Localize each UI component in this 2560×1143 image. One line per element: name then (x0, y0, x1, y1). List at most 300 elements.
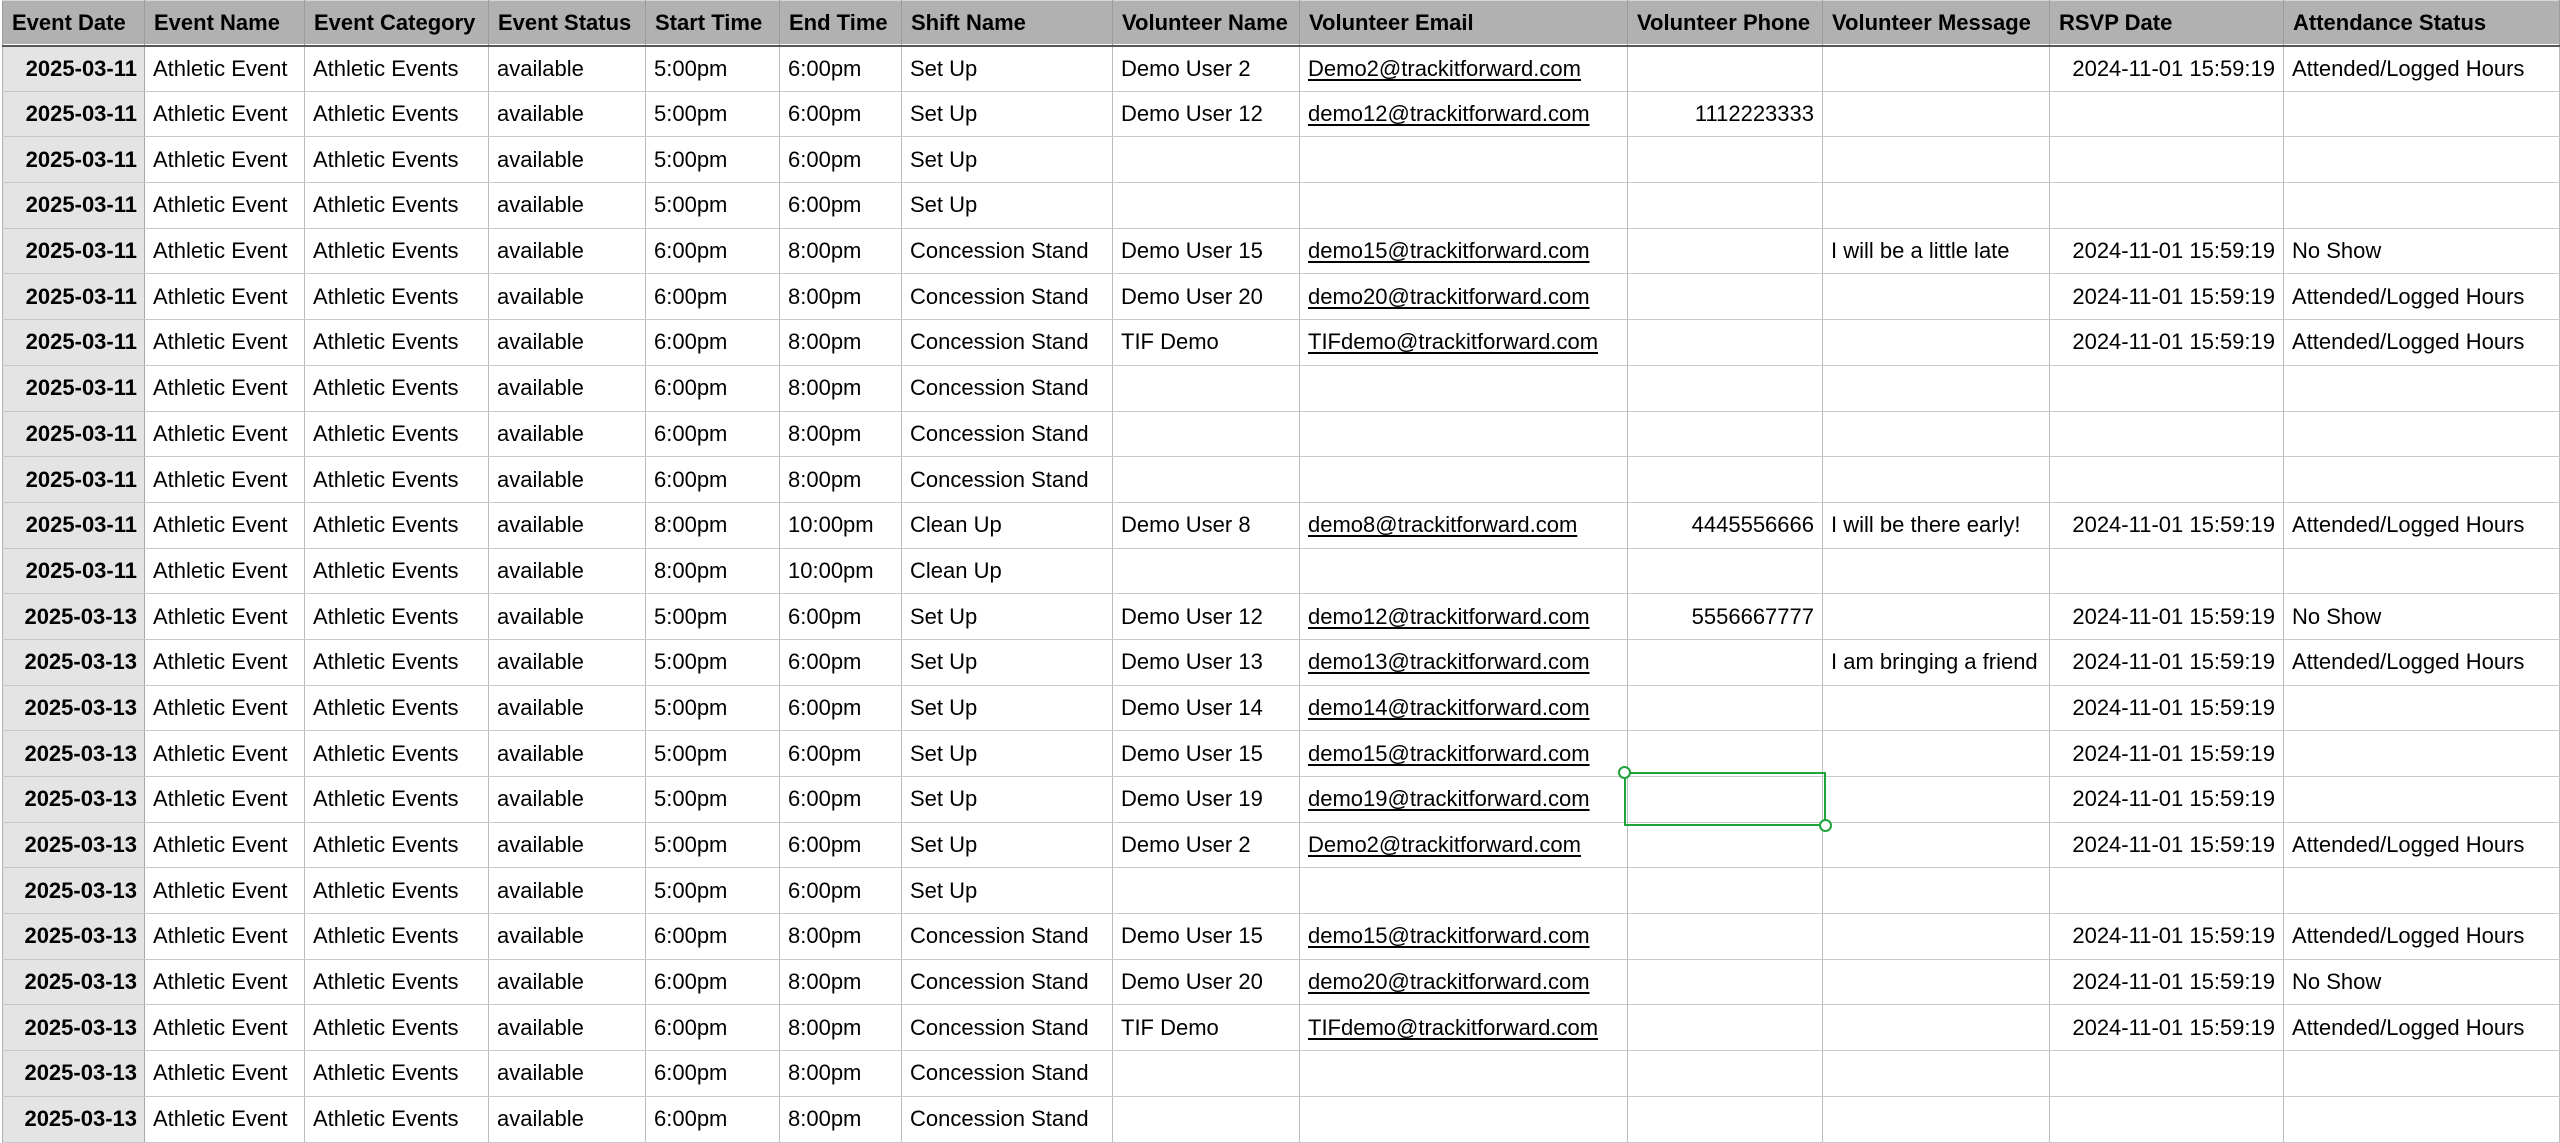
category-cell[interactable]: Athletic Events (305, 183, 489, 229)
vname-cell[interactable]: Demo User 2 (1113, 822, 1300, 868)
status-cell[interactable]: available (489, 822, 646, 868)
shift-cell[interactable]: Set Up (902, 822, 1113, 868)
name-cell[interactable]: Athletic Event (145, 1051, 305, 1097)
start-cell[interactable]: 5:00pm (646, 868, 780, 914)
vmsg-cell[interactable]: I am bringing a friend (1823, 639, 2050, 685)
start-cell[interactable]: 6:00pm (646, 411, 780, 457)
start-cell[interactable]: 5:00pm (646, 777, 780, 823)
rsvp-cell[interactable] (2050, 1051, 2284, 1097)
rsvp-cell[interactable] (2050, 91, 2284, 137)
name-cell[interactable]: Athletic Event (145, 46, 305, 92)
vname-cell[interactable] (1113, 1051, 1300, 1097)
end-cell[interactable]: 8:00pm (780, 1051, 902, 1097)
end-cell[interactable]: 8:00pm (780, 1096, 902, 1142)
shift-cell[interactable]: Concession Stand (902, 457, 1113, 503)
attendance-cell[interactable] (2284, 183, 2560, 229)
vname-cell[interactable]: TIF Demo (1113, 1005, 1300, 1051)
vname-cell[interactable]: Demo User 14 (1113, 685, 1300, 731)
start-cell[interactable]: 5:00pm (646, 822, 780, 868)
vname-cell[interactable]: Demo User 15 (1113, 914, 1300, 960)
category-cell[interactable]: Athletic Events (305, 548, 489, 594)
col-header-status[interactable]: Event Status (489, 1, 646, 46)
vphone-cell[interactable]: 5556667777 (1628, 594, 1823, 640)
rsvp-cell[interactable] (2050, 183, 2284, 229)
name-cell[interactable]: Athletic Event (145, 959, 305, 1005)
vemail-cell[interactable] (1300, 548, 1628, 594)
vmsg-cell[interactable] (1823, 457, 2050, 503)
attendance-cell[interactable] (2284, 365, 2560, 411)
category-cell[interactable]: Athletic Events (305, 914, 489, 960)
vname-cell[interactable]: Demo User 19 (1113, 777, 1300, 823)
name-cell[interactable]: Athletic Event (145, 228, 305, 274)
start-cell[interactable]: 6:00pm (646, 1005, 780, 1051)
start-cell[interactable]: 5:00pm (646, 46, 780, 92)
rsvp-cell[interactable]: 2024-11-01 15:59:19 (2050, 639, 2284, 685)
name-cell[interactable]: Athletic Event (145, 411, 305, 457)
name-cell[interactable]: Athletic Event (145, 594, 305, 640)
rsvp-cell[interactable]: 2024-11-01 15:59:19 (2050, 594, 2284, 640)
shift-cell[interactable]: Set Up (902, 594, 1113, 640)
status-cell[interactable]: available (489, 777, 646, 823)
attendance-cell[interactable]: Attended/Logged Hours (2284, 502, 2560, 548)
email-link[interactable]: demo12@trackitforward.com (1308, 101, 1590, 127)
date-cell[interactable]: 2025-03-13 (3, 1005, 145, 1051)
attendance-cell[interactable]: No Show (2284, 594, 2560, 640)
vname-cell[interactable]: Demo User 20 (1113, 274, 1300, 320)
selection-handle-bottom-right[interactable] (1819, 819, 1832, 832)
vphone-cell[interactable] (1628, 1096, 1823, 1142)
shift-cell[interactable]: Set Up (902, 868, 1113, 914)
end-cell[interactable]: 8:00pm (780, 365, 902, 411)
email-link[interactable]: demo14@trackitforward.com (1308, 694, 1590, 720)
category-cell[interactable]: Athletic Events (305, 731, 489, 777)
vmsg-cell[interactable] (1823, 685, 2050, 731)
vphone-cell[interactable]: 1112223333 (1628, 91, 1823, 137)
vmsg-cell[interactable] (1823, 959, 2050, 1005)
attendance-cell[interactable]: Attended/Logged Hours (2284, 274, 2560, 320)
col-header-shift[interactable]: Shift Name (902, 1, 1113, 46)
vmsg-cell[interactable] (1823, 183, 2050, 229)
date-cell[interactable]: 2025-03-13 (3, 731, 145, 777)
vemail-cell[interactable] (1300, 228, 1628, 274)
end-cell[interactable]: 6:00pm (780, 183, 902, 229)
shift-cell[interactable]: Concession Stand (902, 411, 1113, 457)
category-cell[interactable]: Athletic Events (305, 457, 489, 503)
start-cell[interactable]: 5:00pm (646, 639, 780, 685)
status-cell[interactable]: available (489, 959, 646, 1005)
date-cell[interactable]: 2025-03-13 (3, 822, 145, 868)
email-link[interactable]: demo12@trackitforward.com (1308, 603, 1590, 629)
rsvp-cell[interactable] (2050, 868, 2284, 914)
category-cell[interactable]: Athletic Events (305, 274, 489, 320)
status-cell[interactable]: available (489, 731, 646, 777)
attendance-cell[interactable] (2284, 457, 2560, 503)
start-cell[interactable]: 6:00pm (646, 320, 780, 366)
date-cell[interactable]: 2025-03-13 (3, 594, 145, 640)
date-cell[interactable]: 2025-03-13 (3, 914, 145, 960)
rsvp-cell[interactable] (2050, 548, 2284, 594)
col-header-vphone[interactable]: Volunteer Phone (1628, 1, 1823, 46)
start-cell[interactable]: 6:00pm (646, 1096, 780, 1142)
vmsg-cell[interactable]: I will be there early! (1823, 502, 2050, 548)
status-cell[interactable]: available (489, 594, 646, 640)
shift-cell[interactable]: Concession Stand (902, 914, 1113, 960)
rsvp-cell[interactable]: 2024-11-01 15:59:19 (2050, 685, 2284, 731)
vname-cell[interactable] (1113, 548, 1300, 594)
vemail-cell[interactable] (1300, 639, 1628, 685)
vmsg-cell[interactable] (1823, 411, 2050, 457)
vemail-cell[interactable] (1300, 137, 1628, 183)
name-cell[interactable]: Athletic Event (145, 183, 305, 229)
name-cell[interactable]: Athletic Event (145, 137, 305, 183)
status-cell[interactable]: available (489, 548, 646, 594)
shift-cell[interactable]: Clean Up (902, 502, 1113, 548)
vmsg-cell[interactable] (1823, 1096, 2050, 1142)
name-cell[interactable]: Athletic Event (145, 548, 305, 594)
selection-handle-top-left[interactable] (1618, 766, 1631, 779)
rsvp-cell[interactable]: 2024-11-01 15:59:19 (2050, 228, 2284, 274)
attendance-cell[interactable]: Attended/Logged Hours (2284, 1005, 2560, 1051)
attendance-cell[interactable]: Attended/Logged Hours (2284, 822, 2560, 868)
vname-cell[interactable] (1113, 457, 1300, 503)
shift-cell[interactable]: Set Up (902, 46, 1113, 92)
category-cell[interactable]: Athletic Events (305, 639, 489, 685)
category-cell[interactable]: Athletic Events (305, 365, 489, 411)
end-cell[interactable]: 6:00pm (780, 639, 902, 685)
category-cell[interactable]: Athletic Events (305, 1051, 489, 1097)
name-cell[interactable]: Athletic Event (145, 274, 305, 320)
status-cell[interactable]: available (489, 1005, 646, 1051)
start-cell[interactable]: 6:00pm (646, 228, 780, 274)
vemail-cell[interactable] (1300, 457, 1628, 503)
end-cell[interactable]: 6:00pm (780, 777, 902, 823)
rsvp-cell[interactable] (2050, 411, 2284, 457)
vphone-cell[interactable] (1628, 731, 1823, 777)
attendance-cell[interactable] (2284, 1051, 2560, 1097)
end-cell[interactable]: 8:00pm (780, 959, 902, 1005)
attendance-cell[interactable] (2284, 685, 2560, 731)
status-cell[interactable]: available (489, 137, 646, 183)
vphone-cell[interactable] (1628, 914, 1823, 960)
shift-cell[interactable]: Set Up (902, 137, 1113, 183)
vphone-cell[interactable]: 4445556666 (1628, 502, 1823, 548)
vname-cell[interactable]: TIF Demo (1113, 320, 1300, 366)
col-header-start[interactable]: Start Time (646, 1, 780, 46)
vmsg-cell[interactable] (1823, 1051, 2050, 1097)
attendance-cell[interactable] (2284, 1096, 2560, 1142)
category-cell[interactable]: Athletic Events (305, 137, 489, 183)
name-cell[interactable]: Athletic Event (145, 1005, 305, 1051)
status-cell[interactable]: available (489, 502, 646, 548)
attendance-cell[interactable]: Attended/Logged Hours (2284, 320, 2560, 366)
attendance-cell[interactable]: No Show (2284, 228, 2560, 274)
email-link[interactable]: demo15@trackitforward.com (1308, 238, 1590, 264)
start-cell[interactable]: 6:00pm (646, 365, 780, 411)
name-cell[interactable]: Athletic Event (145, 457, 305, 503)
vemail-cell[interactable] (1300, 411, 1628, 457)
vname-cell[interactable]: Demo User 12 (1113, 594, 1300, 640)
date-cell[interactable]: 2025-03-11 (3, 457, 145, 503)
vemail-cell[interactable] (1300, 868, 1628, 914)
start-cell[interactable]: 5:00pm (646, 731, 780, 777)
status-cell[interactable]: available (489, 274, 646, 320)
start-cell[interactable]: 6:00pm (646, 274, 780, 320)
rsvp-cell[interactable]: 2024-11-01 15:59:19 (2050, 731, 2284, 777)
vphone-cell[interactable] (1628, 1051, 1823, 1097)
rsvp-cell[interactable] (2050, 1096, 2284, 1142)
category-cell[interactable]: Athletic Events (305, 868, 489, 914)
name-cell[interactable]: Athletic Event (145, 685, 305, 731)
status-cell[interactable]: available (489, 365, 646, 411)
shift-cell[interactable]: Set Up (902, 183, 1113, 229)
shift-cell[interactable]: Set Up (902, 777, 1113, 823)
name-cell[interactable]: Athletic Event (145, 822, 305, 868)
col-header-name[interactable]: Event Name (145, 1, 305, 46)
col-header-date[interactable]: Event Date (3, 1, 145, 46)
status-cell[interactable]: available (489, 1051, 646, 1097)
status-cell[interactable]: available (489, 457, 646, 503)
rsvp-cell[interactable]: 2024-11-01 15:59:19 (2050, 502, 2284, 548)
vemail-cell[interactable] (1300, 1051, 1628, 1097)
col-header-vemail[interactable]: Volunteer Email (1300, 1, 1628, 46)
vemail-cell[interactable] (1300, 365, 1628, 411)
shift-cell[interactable]: Concession Stand (902, 959, 1113, 1005)
category-cell[interactable]: Athletic Events (305, 411, 489, 457)
col-header-attendance[interactable]: Attendance Status (2284, 1, 2560, 46)
vphone-cell[interactable] (1628, 274, 1823, 320)
shift-cell[interactable]: Set Up (902, 91, 1113, 137)
end-cell[interactable]: 6:00pm (780, 137, 902, 183)
vemail-cell[interactable] (1300, 320, 1628, 366)
vname-cell[interactable] (1113, 137, 1300, 183)
email-link[interactable]: demo20@trackitforward.com (1308, 283, 1590, 309)
start-cell[interactable]: 5:00pm (646, 137, 780, 183)
vmsg-cell[interactable] (1823, 365, 2050, 411)
vname-cell[interactable]: Demo User 8 (1113, 502, 1300, 548)
rsvp-cell[interactable]: 2024-11-01 15:59:19 (2050, 777, 2284, 823)
vmsg-cell[interactable] (1823, 137, 2050, 183)
vemail-cell[interactable] (1300, 685, 1628, 731)
vphone-cell[interactable] (1628, 639, 1823, 685)
start-cell[interactable]: 5:00pm (646, 685, 780, 731)
attendance-cell[interactable]: No Show (2284, 959, 2560, 1005)
date-cell[interactable]: 2025-03-11 (3, 46, 145, 92)
vname-cell[interactable]: Demo User 15 (1113, 731, 1300, 777)
vname-cell[interactable]: Demo User 20 (1113, 959, 1300, 1005)
end-cell[interactable]: 6:00pm (780, 91, 902, 137)
shift-cell[interactable]: Concession Stand (902, 1005, 1113, 1051)
vemail-cell[interactable] (1300, 502, 1628, 548)
end-cell[interactable]: 8:00pm (780, 411, 902, 457)
start-cell[interactable]: 5:00pm (646, 594, 780, 640)
email-link[interactable]: demo15@trackitforward.com (1308, 740, 1590, 766)
vmsg-cell[interactable] (1823, 274, 2050, 320)
date-cell[interactable]: 2025-03-11 (3, 548, 145, 594)
category-cell[interactable]: Athletic Events (305, 685, 489, 731)
date-cell[interactable]: 2025-03-13 (3, 959, 145, 1005)
start-cell[interactable]: 5:00pm (646, 183, 780, 229)
vphone-cell[interactable] (1628, 320, 1823, 366)
rsvp-cell[interactable]: 2024-11-01 15:59:19 (2050, 914, 2284, 960)
name-cell[interactable]: Athletic Event (145, 365, 305, 411)
vemail-cell[interactable] (1300, 91, 1628, 137)
attendance-cell[interactable] (2284, 868, 2560, 914)
date-cell[interactable]: 2025-03-11 (3, 502, 145, 548)
vphone-cell[interactable] (1628, 365, 1823, 411)
attendance-cell[interactable] (2284, 137, 2560, 183)
email-link[interactable]: demo8@trackitforward.com (1308, 512, 1578, 538)
start-cell[interactable]: 6:00pm (646, 959, 780, 1005)
attendance-cell[interactable] (2284, 411, 2560, 457)
end-cell[interactable]: 8:00pm (780, 274, 902, 320)
email-link[interactable]: demo13@trackitforward.com (1308, 649, 1590, 675)
vmsg-cell[interactable] (1823, 46, 2050, 92)
rsvp-cell[interactable] (2050, 365, 2284, 411)
status-cell[interactable]: available (489, 91, 646, 137)
status-cell[interactable]: available (489, 320, 646, 366)
vmsg-cell[interactable] (1823, 548, 2050, 594)
shift-cell[interactable]: Concession Stand (902, 1096, 1113, 1142)
rsvp-cell[interactable]: 2024-11-01 15:59:19 (2050, 320, 2284, 366)
name-cell[interactable]: Athletic Event (145, 914, 305, 960)
vemail-cell[interactable] (1300, 777, 1628, 823)
vname-cell[interactable] (1113, 183, 1300, 229)
start-cell[interactable]: 5:00pm (646, 91, 780, 137)
name-cell[interactable]: Athletic Event (145, 868, 305, 914)
category-cell[interactable]: Athletic Events (305, 320, 489, 366)
start-cell[interactable]: 6:00pm (646, 914, 780, 960)
vmsg-cell[interactable] (1823, 1005, 2050, 1051)
status-cell[interactable]: available (489, 1096, 646, 1142)
date-cell[interactable]: 2025-03-13 (3, 868, 145, 914)
shift-cell[interactable]: Set Up (902, 731, 1113, 777)
end-cell[interactable]: 8:00pm (780, 1005, 902, 1051)
name-cell[interactable]: Athletic Event (145, 731, 305, 777)
rsvp-cell[interactable] (2050, 137, 2284, 183)
rsvp-cell[interactable]: 2024-11-01 15:59:19 (2050, 822, 2284, 868)
vname-cell[interactable]: Demo User 12 (1113, 91, 1300, 137)
date-cell[interactable]: 2025-03-11 (3, 228, 145, 274)
shift-cell[interactable]: Set Up (902, 685, 1113, 731)
email-link[interactable]: Demo2@trackitforward.com (1308, 832, 1581, 858)
vname-cell[interactable]: Demo User 15 (1113, 228, 1300, 274)
status-cell[interactable]: available (489, 46, 646, 92)
vphone-cell[interactable] (1628, 685, 1823, 731)
category-cell[interactable]: Athletic Events (305, 594, 489, 640)
shift-cell[interactable]: Concession Stand (902, 365, 1113, 411)
vmsg-cell[interactable] (1823, 731, 2050, 777)
shift-cell[interactable]: Concession Stand (902, 228, 1113, 274)
vemail-cell[interactable] (1300, 914, 1628, 960)
vphone-cell[interactable] (1628, 822, 1823, 868)
vphone-cell[interactable] (1628, 411, 1823, 457)
vmsg-cell[interactable] (1823, 822, 2050, 868)
end-cell[interactable]: 8:00pm (780, 914, 902, 960)
email-link[interactable]: demo19@trackitforward.com (1308, 786, 1590, 812)
date-cell[interactable]: 2025-03-13 (3, 639, 145, 685)
category-cell[interactable]: Athletic Events (305, 91, 489, 137)
attendance-cell[interactable]: Attended/Logged Hours (2284, 46, 2560, 92)
vemail-cell[interactable] (1300, 46, 1628, 92)
shift-cell[interactable]: Concession Stand (902, 1051, 1113, 1097)
vname-cell[interactable] (1113, 411, 1300, 457)
end-cell[interactable]: 6:00pm (780, 594, 902, 640)
vname-cell[interactable]: Demo User 13 (1113, 639, 1300, 685)
vphone-cell[interactable] (1628, 46, 1823, 92)
email-link[interactable]: TIFdemo@trackitforward.com (1308, 1014, 1599, 1040)
vmsg-cell[interactable]: I will be a little late (1823, 228, 2050, 274)
date-cell[interactable]: 2025-03-11 (3, 183, 145, 229)
start-cell[interactable]: 6:00pm (646, 457, 780, 503)
end-cell[interactable]: 6:00pm (780, 731, 902, 777)
status-cell[interactable]: available (489, 183, 646, 229)
category-cell[interactable]: Athletic Events (305, 822, 489, 868)
category-cell[interactable]: Athletic Events (305, 1096, 489, 1142)
end-cell[interactable]: 6:00pm (780, 685, 902, 731)
status-cell[interactable]: available (489, 639, 646, 685)
name-cell[interactable]: Athletic Event (145, 777, 305, 823)
rsvp-cell[interactable] (2050, 457, 2284, 503)
start-cell[interactable]: 8:00pm (646, 548, 780, 594)
name-cell[interactable]: Athletic Event (145, 502, 305, 548)
email-link[interactable]: Demo2@trackitforward.com (1308, 55, 1581, 81)
attendance-cell[interactable] (2284, 548, 2560, 594)
attendance-cell[interactable] (2284, 91, 2560, 137)
col-header-vmsg[interactable]: Volunteer Message (1823, 1, 2050, 46)
vemail-cell[interactable] (1300, 183, 1628, 229)
status-cell[interactable]: available (489, 411, 646, 457)
shift-cell[interactable]: Clean Up (902, 548, 1113, 594)
vphone-cell[interactable] (1628, 457, 1823, 503)
attendance-cell[interactable] (2284, 731, 2560, 777)
vphone-cell[interactable] (1628, 1005, 1823, 1051)
date-cell[interactable]: 2025-03-11 (3, 365, 145, 411)
date-cell[interactable]: 2025-03-11 (3, 411, 145, 457)
vname-cell[interactable] (1113, 1096, 1300, 1142)
shift-cell[interactable]: Concession Stand (902, 320, 1113, 366)
category-cell[interactable]: Athletic Events (305, 502, 489, 548)
attendance-cell[interactable]: Attended/Logged Hours (2284, 639, 2560, 685)
end-cell[interactable]: 10:00pm (780, 548, 902, 594)
date-cell[interactable]: 2025-03-11 (3, 137, 145, 183)
vemail-cell[interactable] (1300, 731, 1628, 777)
date-cell[interactable]: 2025-03-13 (3, 685, 145, 731)
date-cell[interactable]: 2025-03-13 (3, 1051, 145, 1097)
end-cell[interactable]: 8:00pm (780, 228, 902, 274)
vmsg-cell[interactable] (1823, 914, 2050, 960)
vmsg-cell[interactable] (1823, 868, 2050, 914)
name-cell[interactable]: Athletic Event (145, 320, 305, 366)
name-cell[interactable]: Athletic Event (145, 91, 305, 137)
vphone-cell[interactable] (1628, 228, 1823, 274)
vemail-cell[interactable] (1300, 1096, 1628, 1142)
date-cell[interactable]: 2025-03-13 (3, 777, 145, 823)
date-cell[interactable]: 2025-03-11 (3, 320, 145, 366)
end-cell[interactable]: 6:00pm (780, 46, 902, 92)
email-link[interactable]: demo15@trackitforward.com (1308, 923, 1590, 949)
vmsg-cell[interactable] (1823, 91, 2050, 137)
end-cell[interactable]: 10:00pm (780, 502, 902, 548)
date-cell[interactable]: 2025-03-13 (3, 1096, 145, 1142)
status-cell[interactable]: available (489, 685, 646, 731)
vphone-cell[interactable] (1628, 868, 1823, 914)
col-header-rsvp[interactable]: RSVP Date (2050, 1, 2284, 46)
end-cell[interactable]: 6:00pm (780, 868, 902, 914)
status-cell[interactable]: available (489, 228, 646, 274)
name-cell[interactable]: Athletic Event (145, 1096, 305, 1142)
category-cell[interactable]: Athletic Events (305, 46, 489, 92)
vemail-cell[interactable] (1300, 959, 1628, 1005)
